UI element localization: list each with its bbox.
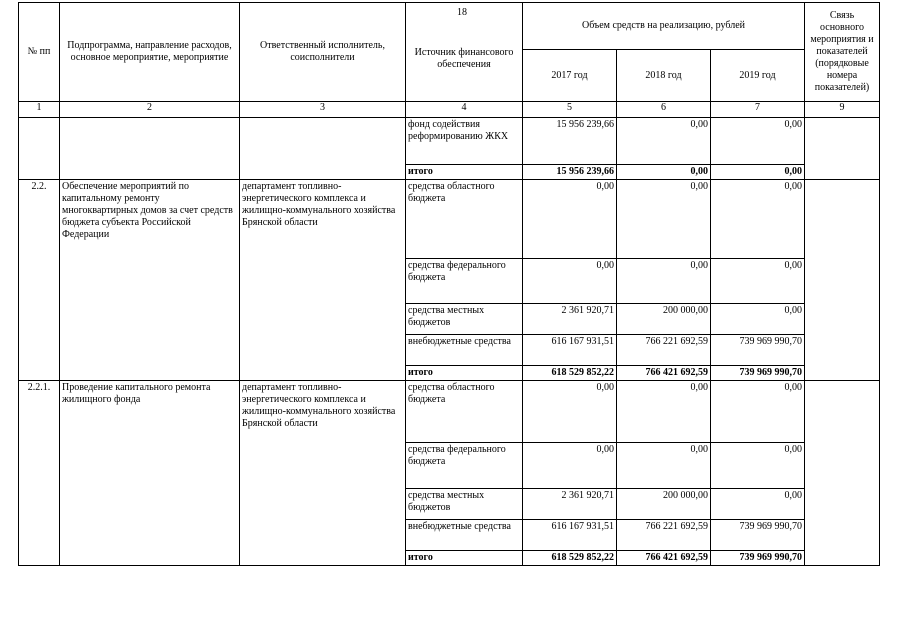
value-2018: 0,00 bbox=[617, 381, 711, 443]
header-executor: Ответственный исполнитель, соисполнители bbox=[240, 3, 406, 102]
value-2019: 739 969 990,70 bbox=[711, 366, 805, 381]
source-cell: итого bbox=[406, 165, 523, 180]
source-cell: средства областного бюджета bbox=[406, 381, 523, 443]
value-2017: 15 956 239,66 bbox=[523, 118, 617, 165]
column-numbers-row bbox=[19, 102, 880, 118]
value-2017: 616 167 931,51 bbox=[523, 335, 617, 366]
row-number: 2.2.1. bbox=[19, 381, 60, 566]
value-2017: 0,00 bbox=[523, 259, 617, 304]
source-cell: средства федерального бюджета bbox=[406, 443, 523, 489]
header-row bbox=[19, 3, 880, 50]
source-cell: внебюджетные средства bbox=[406, 335, 523, 366]
source-cell: средства федерального бюджета bbox=[406, 259, 523, 304]
links-cell bbox=[805, 180, 880, 381]
column-number: 5 bbox=[523, 102, 617, 118]
value-2019: 0,00 bbox=[711, 304, 805, 335]
value-2018: 0,00 bbox=[617, 118, 711, 165]
value-2017: 0,00 bbox=[523, 180, 617, 259]
column-number: 2 bbox=[60, 102, 240, 118]
column-number: 4 bbox=[406, 102, 523, 118]
empty-cell bbox=[19, 118, 60, 180]
value-2018: 0,00 bbox=[617, 165, 711, 180]
source-cell: итого bbox=[406, 366, 523, 381]
header-program: Подпрограмма, направление расходов, основное мероприятие, мероприятие bbox=[60, 3, 240, 102]
column-number: 3 bbox=[240, 102, 406, 118]
source-cell: средства областного бюджета bbox=[406, 180, 523, 259]
value-2017: 2 361 920,71 bbox=[523, 489, 617, 520]
source-cell: средства местных бюджетов bbox=[406, 304, 523, 335]
column-number: 9 bbox=[805, 102, 880, 118]
value-2018: 200 000,00 bbox=[617, 489, 711, 520]
column-number: 1 bbox=[19, 102, 60, 118]
header-num: № пп bbox=[19, 3, 60, 102]
value-2017: 2 361 920,71 bbox=[523, 304, 617, 335]
value-2018: 766 221 692,59 bbox=[617, 520, 711, 551]
page-number: 18 bbox=[457, 7, 467, 18]
value-2017: 15 956 239,66 bbox=[523, 165, 617, 180]
column-number: 7 bbox=[711, 102, 805, 118]
source-cell: фонд содействия реформированию ЖКХ bbox=[406, 118, 523, 165]
links-cell bbox=[805, 118, 880, 180]
source-cell: итого bbox=[406, 551, 523, 566]
value-2018: 0,00 bbox=[617, 180, 711, 259]
header-year-2017: 2017 год bbox=[523, 50, 617, 102]
table-row bbox=[19, 180, 880, 259]
program-cell: Проведение капитального ремонта жилищного фонда bbox=[60, 381, 240, 566]
value-2019: 0,00 bbox=[711, 381, 805, 443]
value-2018: 0,00 bbox=[617, 259, 711, 304]
header-volume: Объем средств на реализацию, рублей bbox=[523, 3, 805, 50]
budget-table bbox=[18, 2, 880, 566]
program-cell: Обеспечение мероприятий по капитальному ремонту многоквартирных домов за счет средств бюджета субъекта Российской Федерации bbox=[60, 180, 240, 381]
value-2019: 739 969 990,70 bbox=[711, 520, 805, 551]
header-source: Источник финансового обеспечения bbox=[406, 3, 523, 102]
links-cell bbox=[805, 381, 880, 566]
value-2017: 0,00 bbox=[523, 381, 617, 443]
source-cell: внебюджетные средства bbox=[406, 520, 523, 551]
empty-cell bbox=[60, 118, 240, 180]
value-2017: 616 167 931,51 bbox=[523, 520, 617, 551]
table-row bbox=[19, 118, 880, 165]
value-2019: 739 969 990,70 bbox=[711, 551, 805, 566]
value-2017: 618 529 852,22 bbox=[523, 366, 617, 381]
value-2019: 0,00 bbox=[711, 443, 805, 489]
empty-cell bbox=[240, 118, 406, 180]
header-year-2019: 2019 год bbox=[711, 50, 805, 102]
value-2019: 0,00 bbox=[711, 259, 805, 304]
column-number: 6 bbox=[617, 102, 711, 118]
value-2018: 0,00 bbox=[617, 443, 711, 489]
value-2017: 0,00 bbox=[523, 443, 617, 489]
value-2019: 739 969 990,70 bbox=[711, 335, 805, 366]
value-2019: 0,00 bbox=[711, 489, 805, 520]
value-2019: 0,00 bbox=[711, 118, 805, 165]
value-2017: 618 529 852,22 bbox=[523, 551, 617, 566]
value-2019: 0,00 bbox=[711, 180, 805, 259]
value-2018: 200 000,00 bbox=[617, 304, 711, 335]
header-year-2018: 2018 год bbox=[617, 50, 711, 102]
value-2019: 0,00 bbox=[711, 165, 805, 180]
table-row bbox=[19, 381, 880, 443]
executor-cell: департамент топливно-энергетического комплекса и жилищно-коммунального хозяйства Брянской области bbox=[240, 180, 406, 381]
value-2018: 766 221 692,59 bbox=[617, 335, 711, 366]
source-cell: средства местных бюджетов bbox=[406, 489, 523, 520]
value-2018: 766 421 692,59 bbox=[617, 551, 711, 566]
executor-cell: департамент топливно-энергетического комплекса и жилищно-коммунального хозяйства Брянской области bbox=[240, 381, 406, 566]
row-number: 2.2. bbox=[19, 180, 60, 381]
header-links: Связь основного мероприятия и показателей (порядковые номера показателей) bbox=[805, 3, 880, 102]
value-2018: 766 421 692,59 bbox=[617, 366, 711, 381]
